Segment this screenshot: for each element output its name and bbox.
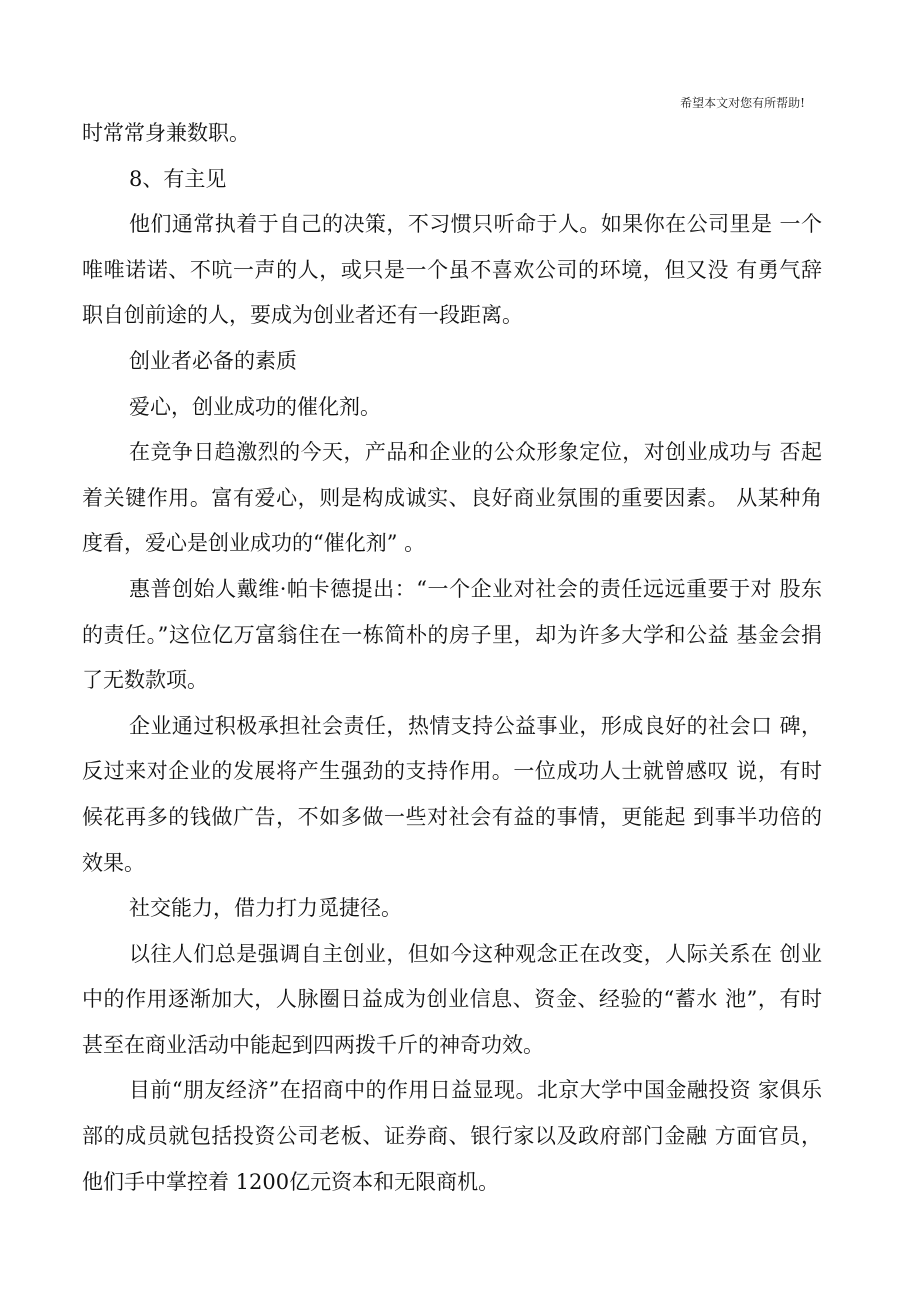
paragraph: 在竞争日趋激烈的今天，产品和企业的公众形象定位，对创业成功与 否起着关键作用。富有爱心，则是构成诚实、良好商业氛围的重要因素。 从某种角度看，爱心是创业成功的“催化剂” 。 [82, 440, 822, 556]
paragraph: 以往人们总是强调自主创业，但如今这种观念正在改变，人际关系在 创业中的作用逐渐加大，人脉圈日益成为创业信息、资金、经验的“蓄水 池”，有时甚至在商业活动中能起到四两拨千斤的神奇功效。 [82, 941, 822, 1057]
paragraph: 创业者必备的素质 [129, 348, 297, 373]
header-note: 希望本文对您有所帮助! [680, 96, 805, 110]
paragraph: 时常常身兼数职。 [82, 121, 250, 145]
paragraph: 社交能力，借力打力觅捷径。 [129, 896, 402, 921]
paragraph: 爱心，创业成功的催化剂。 [129, 394, 381, 419]
paragraph: 惠普创始人戴维·帕卡德提出：“一个企业对社会的责任远远重要于对 股东的责任。”这位亿万富翁住在一栋简朴的房子里，却为许多大学和公益 基金会捐了无数款项。 [82, 576, 822, 693]
paragraph: 8、有主见 [129, 166, 227, 191]
body-text [82, 111, 822, 1205]
paragraph: 目前“朋友经济”在招商中的作用日益显现。北京大学中国金融投资 家俱乐部的成员就包括投资公司老板、证券商、银行家以及政府部门金融 方面官员，他们手中掌控着 1200亿元资本和无限商机。 [82, 1078, 822, 1194]
paragraph: 他们通常执着于自己的决策，不习惯只听命于人。如果你在公司里是 一个唯唯诺诺、不吭一声的人，或只是一个虽不喜欢公司的环境，但又没 有勇气辞职自创前途的人，要成为创业者还有一段距离。 [82, 212, 822, 328]
paragraph: 企业通过积极承担社会责任，热情支持公益事业，形成良好的社会口 碑，反过来对企业的发展将产生强劲的支持作用。一位成功人士就曾感叹 说，有时候花再多的钱做广告，不如多做一些对社会有益的事情，更能起 到事半功倍的效果。 [82, 713, 822, 875]
